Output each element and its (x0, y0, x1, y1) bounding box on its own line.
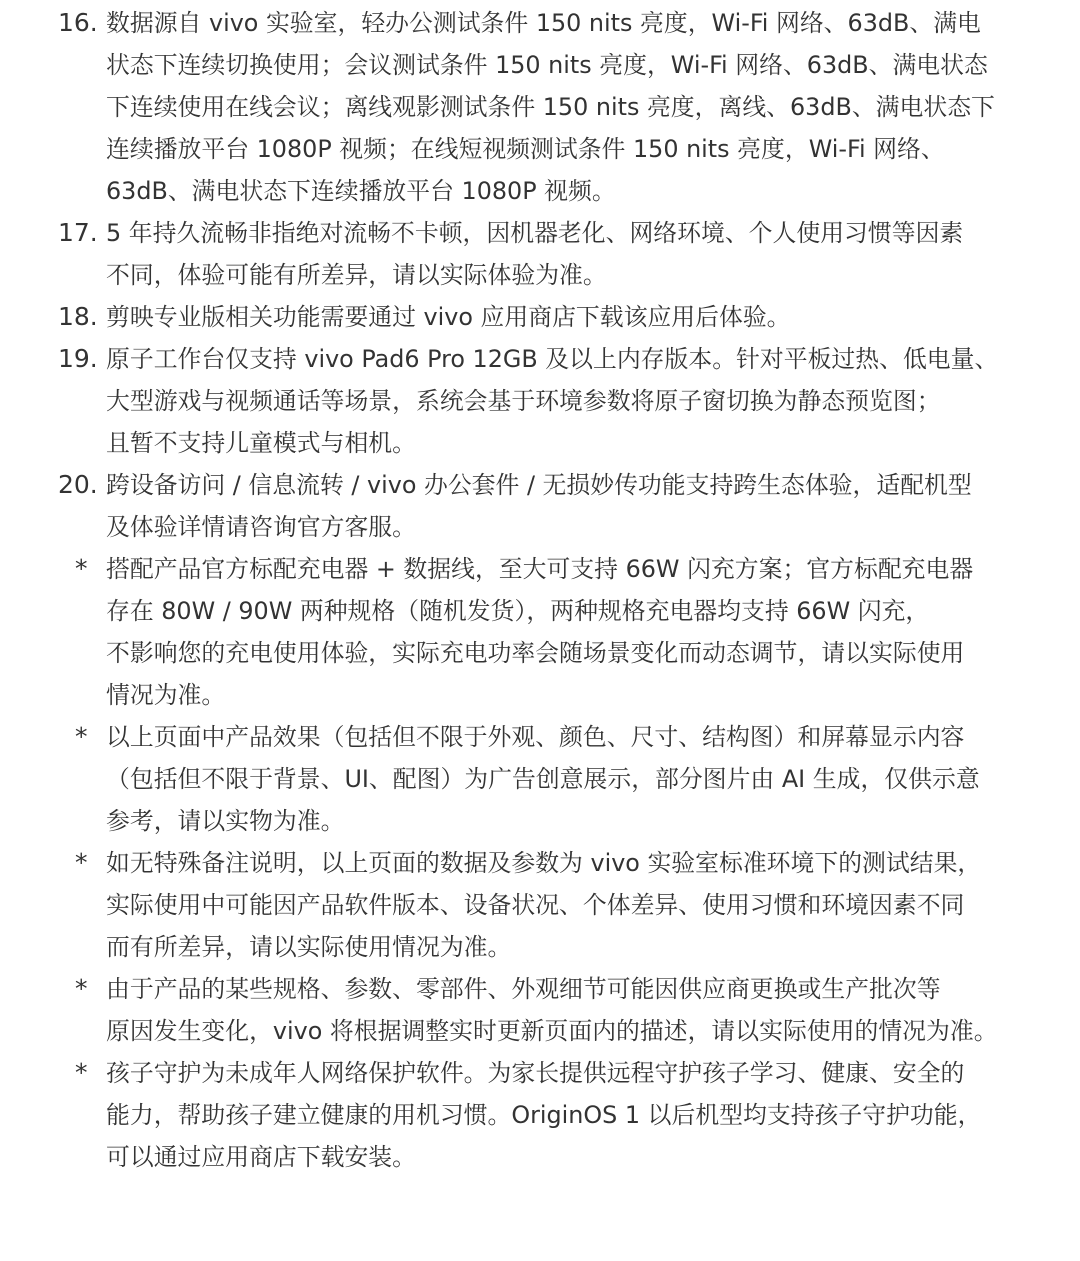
footnote-line: 且暂不支持儿童模式与相机。 (106, 429, 416, 457)
footnote-18 (0, 296, 1080, 338)
footnote-line: 下连续使用在线会议；离线观影测试条件 150 nits 亮度，离线、63dB、满电状态下 (106, 93, 995, 121)
footnote-line: 能力，帮助孩子建立健康的用机习惯。OriginOS 1 以后机型均支持孩子守护功能， (106, 1101, 982, 1129)
footnote-number: 18. (58, 302, 98, 331)
footnote-test-results (0, 842, 1080, 968)
footnote-line: 参考，请以实物为准。 (106, 807, 345, 835)
footnote-line: 以上页面中产品效果（包括但不限于外观、颜色、尺寸、结构图）和屏幕显示内容 (106, 723, 965, 751)
footnote-line: 连续播放平台 1080P 视频；在线短视频测试条件 150 nits 亮度，Wi-Fi 网络、 (106, 135, 945, 163)
footnote-line: 不影响您的充电使用体验，实际充电功率会随场景变化而动态调节，请以实际使用 (106, 639, 965, 667)
footnote-line: 原因发生变化，vivo 将根据调整实时更新页面内的描述，请以实际使用的情况为准。 (106, 1017, 998, 1045)
footnote-number: 20. (58, 470, 98, 499)
asterisk-marker: * (75, 1058, 88, 1087)
footnote-child-protection (0, 1052, 1080, 1178)
footnote-line: 剪映专业版相关功能需要通过 vivo 应用商店下载该应用后体验。 (106, 303, 791, 331)
footnote-line: 状态下连续切换使用；会议测试条件 150 nits 亮度，Wi-Fi 网络、63dB、满电状态 (106, 51, 988, 79)
asterisk-marker: * (75, 848, 88, 877)
footnote-line: 由于产品的某些规格、参数、零部件、外观细节可能因供应商更换或生产批次等 (106, 975, 941, 1003)
footnote-line: 实际使用中可能因产品软件版本、设备状况、个体差异、使用习惯和环境因素不同 (106, 891, 965, 919)
footnote-line: （包括但不限于背景、UI、配图）为广告创意展示，部分图片由 AI 生成，仅供示意 (106, 765, 980, 793)
footnote-20 (0, 464, 1080, 548)
footnote-number: 16. (58, 8, 98, 37)
footnote-line: 情况为准。 (106, 681, 226, 709)
footnote-16 (0, 2, 1080, 212)
footnote-19 (0, 338, 1080, 464)
asterisk-marker: * (75, 554, 88, 583)
footnote-line: 原子工作台仅支持 vivo Pad6 Pro 12GB 及以上内存版本。针对平板过热、低电量、 (106, 345, 999, 373)
footnote-line: 如无特殊备注说明，以上页面的数据及参数为 vivo 实验室标准环境下的测试结果， (106, 849, 982, 877)
footnote-line: 孩子守护为未成年人网络保护软件。为家长提供远程守护孩子学习、健康、安全的 (106, 1059, 965, 1087)
asterisk-marker: * (75, 974, 88, 1003)
footnote-line: 63dB、满电状态下连续播放平台 1080P 视频。 (106, 177, 616, 205)
footnote-line: 搭配产品官方标配充电器 + 数据线，至大可支持 66W 闪充方案；官方标配充电器 (106, 555, 974, 583)
footnote-product-effects (0, 716, 1080, 842)
footnote-line: 而有所差异，请以实际使用情况为准。 (106, 933, 512, 961)
asterisk-marker: * (75, 722, 88, 751)
footnote-line: 不同，体验可能有所差异，请以实际体验为准。 (106, 261, 607, 289)
footnote-17 (0, 212, 1080, 296)
footnote-line: 跨设备访问 / 信息流转 / vivo 办公套件 / 无损妙传功能支持跨生态体验，适配机型 (106, 471, 972, 499)
footnote-line: 5 年持久流畅非指绝对流畅不卡顿，因机器老化、网络环境、个人使用习惯等因素 (106, 219, 964, 247)
footnote-line: 数据源自 vivo 实验室，轻办公测试条件 150 nits 亮度，Wi-Fi 网络、63dB、满电 (106, 9, 981, 37)
footnote-line: 可以通过应用商店下载安装。 (106, 1143, 416, 1171)
footnote-line: 大型游戏与视频通话等场景，系统会基于环境参数将原子窗切换为静态预览图； (106, 387, 941, 415)
footnote-number: 19. (58, 344, 98, 373)
footnote-number: 17. (58, 218, 98, 247)
footnote-line: 及体验详情请咨询官方客服。 (106, 513, 416, 541)
footnote-spec-changes (0, 968, 1080, 1052)
footnote-line: 存在 80W / 90W 两种规格（随机发货），两种规格充电器均支持 66W 闪充， (106, 597, 930, 625)
footnote-charging (0, 548, 1080, 716)
